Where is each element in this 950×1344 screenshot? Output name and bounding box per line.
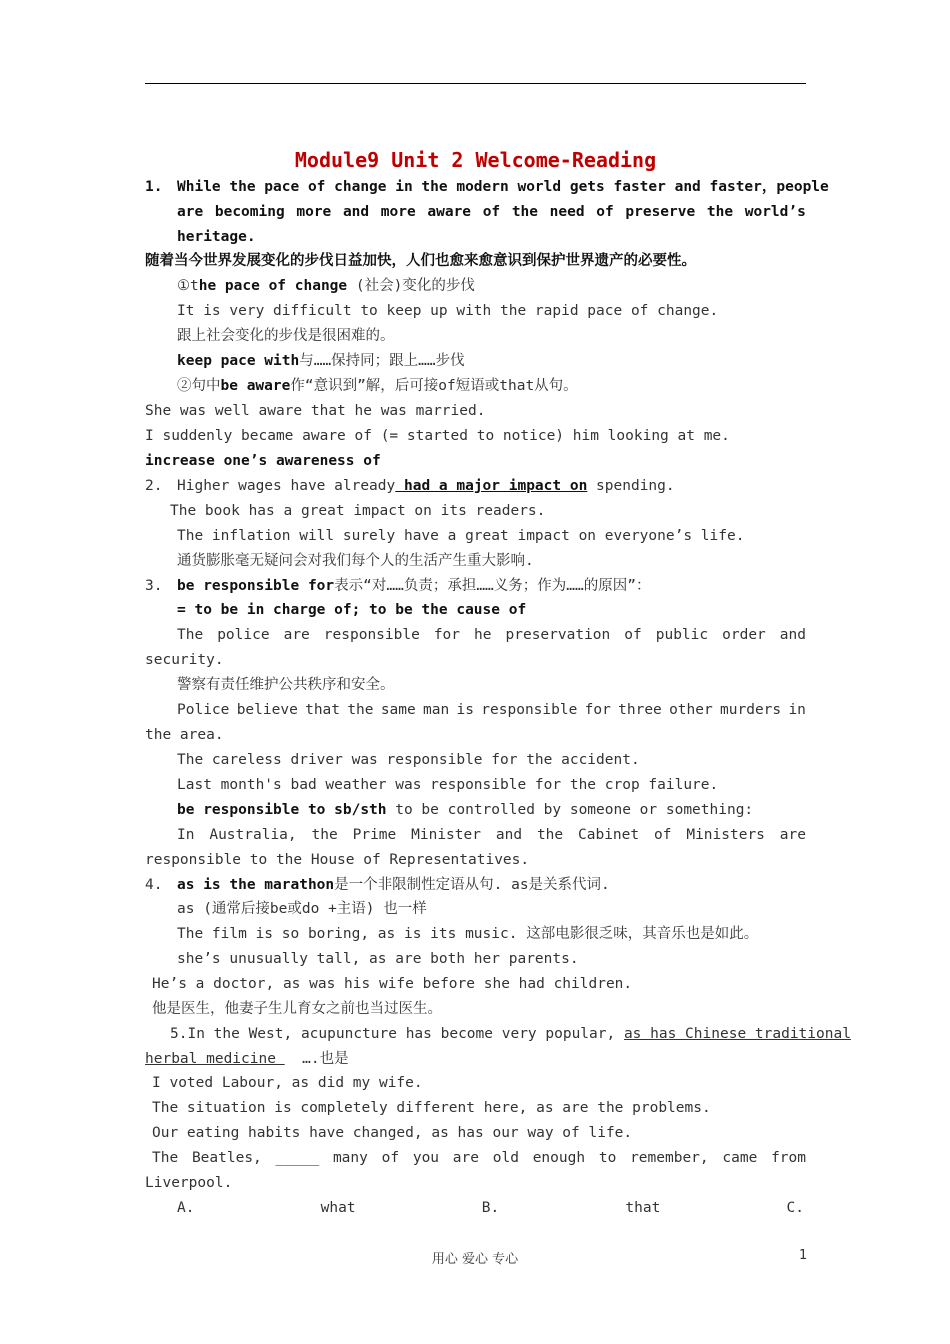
item3-example3: The careless driver was responsible for the accident. <box>177 752 640 768</box>
item3-example1-cn: 警察有责任维护公共秩序和安全。 <box>177 677 395 693</box>
item3-heading: be responsible for表示“对……负责；承担……义务；作为……的原因”： <box>177 578 651 594</box>
item4-example1: The film is so boring, as is its music. 这部电影很乏味，其音乐也是如此。 <box>177 926 759 942</box>
page-title: Module9 Unit 2 Welcome-Reading <box>294 148 657 172</box>
item3-example4: Last month's bad weather was responsible for the crop failure. <box>177 777 719 793</box>
option-b-label: B. <box>481 1200 500 1216</box>
item5-example2: The situation is completely different here, as are the problems. <box>152 1100 711 1116</box>
item4-as-note: as (通常后接be或do +主语) 也一样 <box>177 901 427 917</box>
item3-number: 3. <box>145 578 163 594</box>
item1-line2: are becoming more and more aware of the need of preserve the world’s <box>177 204 806 220</box>
item1-example3: I suddenly became aware of (= started to notice) him looking at me. <box>145 428 730 444</box>
item5-options <box>177 1198 804 1218</box>
item2-example2: The inflation will surely have a great impact on everyone’s life. <box>177 528 745 544</box>
item5-example1: I voted Labour, as did my wife. <box>152 1075 423 1091</box>
item1-example1-cn: 跟上社会变化的步伐是很困难的。 <box>177 328 395 344</box>
item1-example2: She was well aware that he was married. <box>145 403 486 419</box>
item3-example1-cont: security. <box>145 652 224 668</box>
item1-line1: While the pace of change in the modern world gets faster and faster，people <box>177 179 829 195</box>
item3-example2-cont: the area. <box>145 727 224 743</box>
item1-point1: ①the pace of change (社会)变化的步伐 <box>177 278 475 294</box>
item5-question-cont: Liverpool. <box>145 1175 233 1191</box>
item1-example1: It is very difficult to keep up with the rapid pace of change. <box>177 303 719 319</box>
page-number: 1 <box>799 1248 808 1263</box>
item3-example1: The police are responsible for he preservation of public order and <box>177 627 806 643</box>
item3-responsible-to: be responsible to sb/sth to be controlled by someone or something: <box>177 802 754 818</box>
item4-number: 4. <box>145 877 163 893</box>
item5-sentence: 5.In the West, acupuncture has become very popular, as has Chinese traditional <box>170 1026 851 1042</box>
item4-example3-cn: 他是医生，他妻子生儿育女之前也当过医生。 <box>152 1001 442 1017</box>
item3-example5: In Australia, the Prime Minister and the Cabinet of Ministers are <box>177 827 806 843</box>
item5-sentence-cont: herbal medicine ….也是 <box>145 1051 349 1067</box>
item2-number: 2. <box>145 478 163 494</box>
item3-example2: Police believe that the same man is responsible for three other murders in <box>177 702 806 718</box>
option-b-text: that <box>625 1200 661 1216</box>
item2-example1: The book has a great impact on its readers. <box>170 503 546 519</box>
item2-sentence: Higher wages have already had a major impact on spending. <box>177 478 675 494</box>
item3-equivalents: = to be in charge of; to be the cause of <box>177 602 527 618</box>
option-c-label: C. <box>786 1200 804 1216</box>
header-rule <box>145 83 806 84</box>
item3-example5-cont: responsible to the House of Representatives. <box>145 852 530 868</box>
item1-number: 1. <box>145 179 163 195</box>
item5-example3: Our eating habits have changed, as has our way of life. <box>152 1125 633 1141</box>
item4-example2: she’s unusually tall, as are both her parents. <box>177 951 579 967</box>
item1-increase: increase one’s awareness of <box>145 453 381 469</box>
item1-point2: ②句中be aware作“意识到”解，后可接of短语或that从句。 <box>177 378 578 394</box>
option-a-label: A. <box>177 1200 195 1216</box>
item1-line3: heritage. <box>177 229 256 245</box>
page-footer: 用心 爱心 专心 <box>431 1252 519 1267</box>
item1-translation: 随着当今世界发展变化的步伐日益加快，人们也愈来愈意识到保护世界遗产的必要性。 <box>145 253 696 269</box>
item2-example2-cn: 通货膨胀毫无疑问会对我们每个人的生活产生重大影响. <box>177 553 534 569</box>
item5-question: The Beatles, _____ many of you are old enough to remember, came from <box>152 1150 806 1166</box>
item1-keep-pace: keep pace with与……保持同；跟上……步伐 <box>177 353 465 369</box>
item4-heading: as is the marathon是一个非限制性定语从句. as是关系代词. <box>177 877 610 893</box>
item4-example3: He’s a doctor, as was his wife before she had children. <box>152 976 633 992</box>
option-a-text: what <box>320 1200 356 1216</box>
